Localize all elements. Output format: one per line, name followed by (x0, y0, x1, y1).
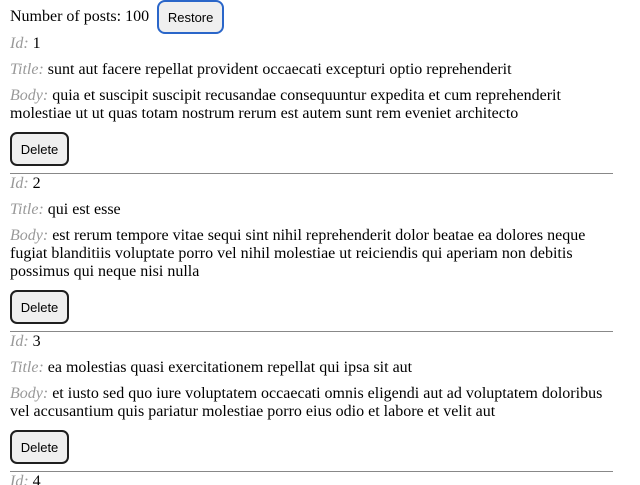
post-id-row (10, 333, 613, 351)
delete-button[interactable]: Delete (10, 132, 69, 166)
post-item (10, 473, 613, 485)
post-item (10, 333, 613, 472)
post-body-row (10, 227, 613, 281)
body-label: Body: (10, 87, 49, 104)
title-label: Title: (10, 201, 44, 218)
post-title-row (10, 359, 613, 377)
post-body: et iusto sed quo iure voluptatem occaecati omnis eligendi aut ad voluptatem doloribus vel accusantium quis pariatur molestiae porro eius odio et labore et velit aut (10, 385, 603, 420)
post-count-text (10, 8, 149, 26)
delete-button[interactable]: Delete (10, 290, 69, 324)
body-label: Body: (10, 385, 49, 402)
post-list (10, 34, 613, 485)
post-count-value: 100 (125, 8, 150, 25)
id-label: Id: (10, 333, 29, 350)
post-count-label: Number of posts: (10, 8, 122, 25)
header (10, 0, 224, 34)
id-label: Id: (10, 35, 29, 52)
title-label: Title: (10, 61, 44, 78)
post-id: 3 (32, 333, 41, 350)
post-body-row (10, 385, 613, 421)
id-label: Id: (10, 473, 29, 485)
post-title: qui est esse (47, 201, 121, 218)
post-id-row (10, 175, 613, 193)
post-body: quia et suscipit suscipit recusandae consequuntur expedita et cum reprehenderit molestiae ut ut quas totam nostrum rerum est autem sunt rem eveniet architecto (10, 87, 561, 122)
post-id: 2 (32, 175, 41, 192)
title-label: Title: (10, 359, 44, 376)
post-title-row (10, 61, 613, 79)
post-body: est rerum tempore vitae sequi sint nihil reprehenderit dolor beatae ea dolores neque fugiat blanditiis voluptate porro vel nihil molestiae ut reiciendis qui aperiam non debitis possimus qui neque nisi nulla (10, 227, 586, 280)
post-title: sunt aut facere repellat provident occaecati excepturi optio reprehenderit (47, 61, 512, 78)
post-title: ea molestias quasi exercitationem repellat qui ipsa sit aut (47, 359, 413, 376)
body-label: Body: (10, 227, 49, 244)
restore-button[interactable]: Restore (157, 0, 224, 34)
delete-button[interactable]: Delete (10, 430, 69, 464)
post-title-row (10, 201, 613, 219)
post-id-row (10, 473, 613, 485)
post-id: 1 (32, 35, 41, 52)
post-id: 4 (32, 473, 41, 485)
post-id-row (10, 35, 613, 53)
id-label: Id: (10, 175, 29, 192)
post-item (10, 175, 613, 332)
post-item (10, 35, 613, 174)
post-body-row (10, 87, 613, 123)
